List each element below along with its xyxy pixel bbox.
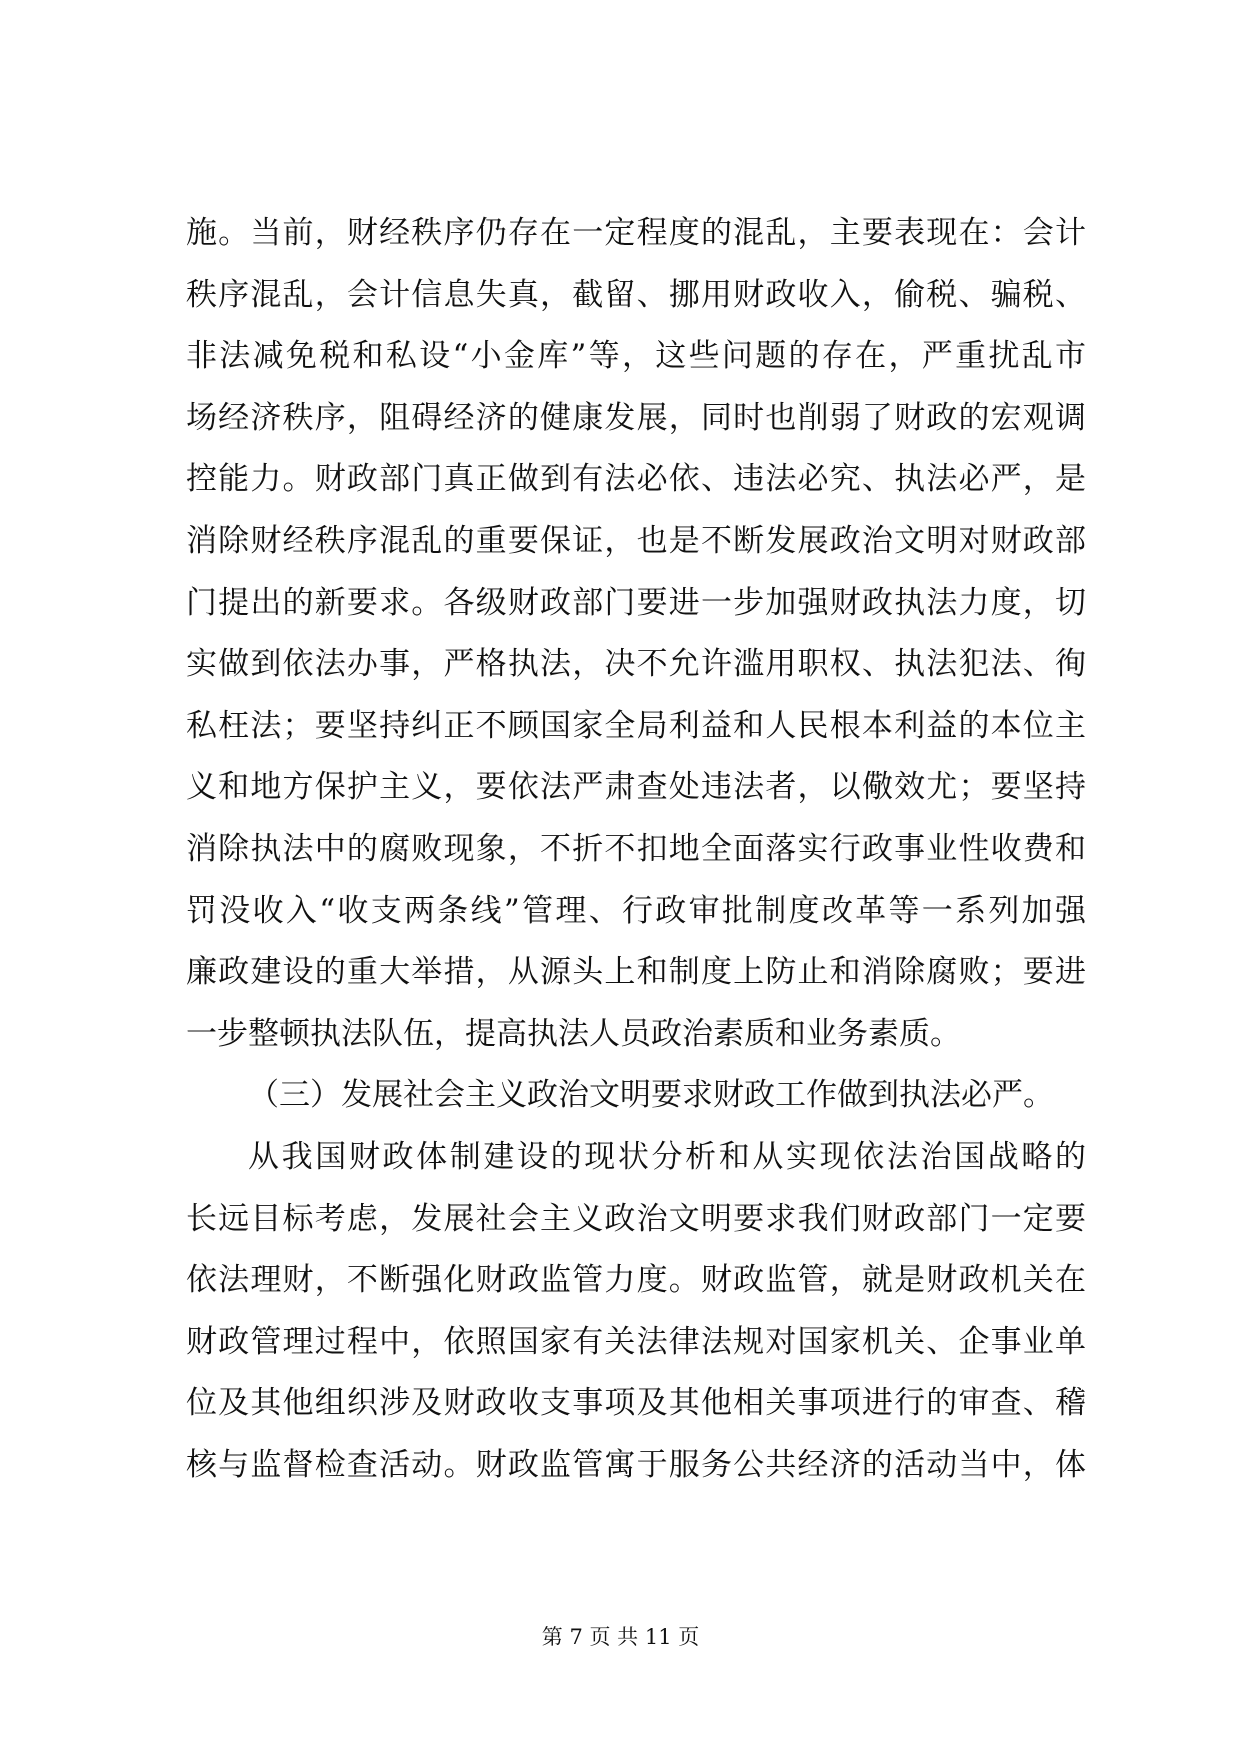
text-line: 财政管理过程中，依照国家有关法律法规对国家机关、企事业单	[186, 1323, 1086, 1360]
text-line: 廉政建设的重大举措，从源头上和制度上防止和消除腐败；要进	[186, 954, 1086, 991]
text-line: 非法减免税和私设“小金库”等，这些问题的存在，严重扰乱市	[186, 338, 1086, 375]
text-line: 核与监督检查活动。财政监管寓于服务公共经济的活动当中，体	[186, 1446, 1086, 1483]
text-line: 控能力。财政部门真正做到有法必依、违法必究、执法必严，是	[186, 461, 1086, 498]
text-line: 施。当前，财经秩序仍存在一定程度的混乱，主要表现在：会计	[186, 215, 1086, 251]
paragraph-end-line: 一步整顿执法队伍，提高执法人员政治素质和业务素质。	[186, 1015, 961, 1052]
page-number-footer: 第 7 页 共 11 页	[541, 1625, 700, 1649]
text-line: 位及其他组织涉及财政收支事项及其他相关事项进行的审查、稽	[186, 1385, 1086, 1422]
text-line: 长远目标考虑，发展社会主义政治文明要求我们财政部门一定要	[186, 1200, 1086, 1237]
text-line: 实做到依法办事，严格执法，决不允许滥用职权、执法犯法、徇	[186, 646, 1086, 683]
section-heading: （三）发展社会主义政治文明要求财政工作做到执法必严。	[248, 1077, 1054, 1114]
paragraph-first-line: 从我国财政体制建设的现状分析和从实现依法治国战略的	[248, 1138, 1086, 1175]
text-line: 罚没收入“收支两条线”管理、行政审批制度改革等一系列加强	[186, 892, 1086, 929]
text-line: 秩序混乱，会计信息失真，截留、挪用财政收入，偷税、骗税、	[186, 276, 1086, 313]
text-line: 消除执法中的腐败现象，不折不扣地全面落实行政事业性收费和	[186, 830, 1086, 867]
text-line: 依法理财，不断强化财政监管力度。财政监管，就是财政机关在	[186, 1262, 1086, 1299]
text-line: 私枉法；要坚持纠正不顾国家全局利益和人民根本利益的本位主	[186, 707, 1086, 744]
body-text	[186, 203, 1086, 1496]
text-line: 门提出的新要求。各级财政部门要进一步加强财政执法力度，切	[186, 584, 1086, 621]
text-line: 场经济秩序，阻碍经济的健康发展，同时也削弱了财政的宏观调	[186, 399, 1086, 436]
text-line: 消除财经秩序混乱的重要保证，也是不断发展政治文明对财政部	[186, 522, 1086, 559]
text-line: 义和地方保护主义，要依法严肃查处违法者，以儆效尤；要坚持	[186, 769, 1086, 806]
